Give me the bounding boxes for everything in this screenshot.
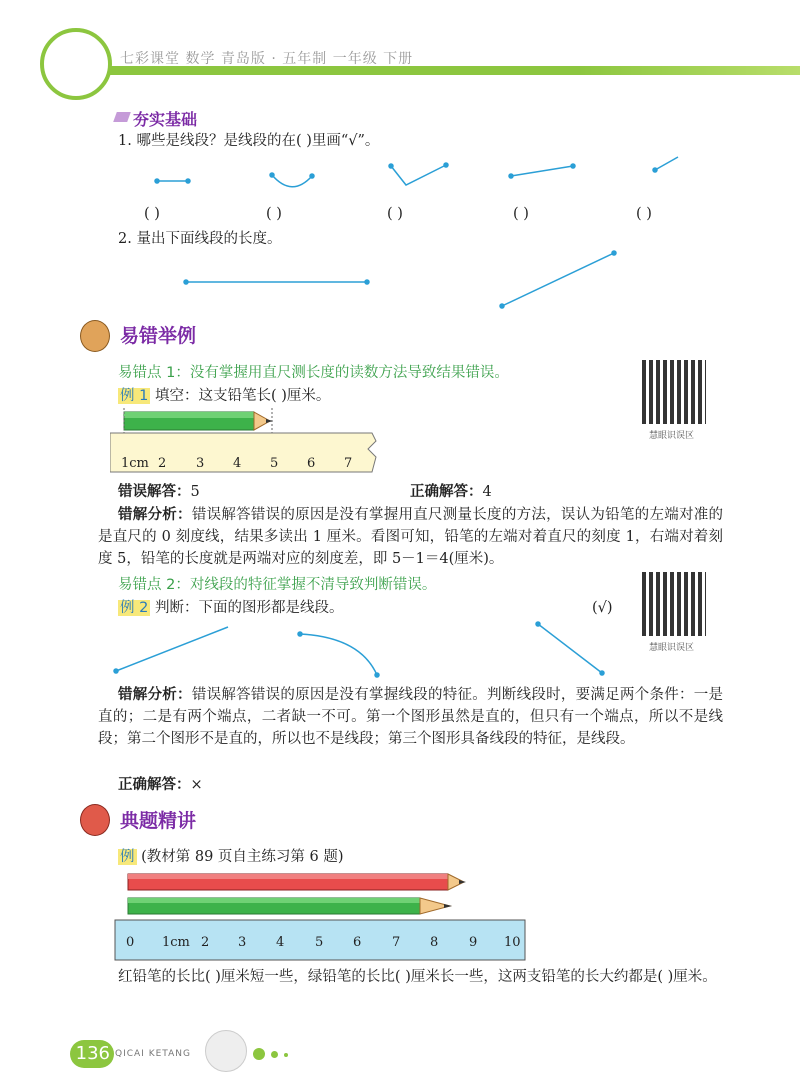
apple-mascot-icon: [80, 804, 110, 836]
ruler-1-tick: 5: [270, 456, 279, 471]
ruler-2-tick: 4: [276, 935, 285, 950]
right-answer-value: 4: [482, 484, 492, 500]
example-3: [118, 846, 344, 868]
ruler-2-tick: 7: [392, 935, 401, 950]
analysis-1-text: 错误解答错误的原因是没有掌握用直尺测量长度的方法，误认为铅笔的左端对准的是直尺的 0 刻度线，结果多读出 1 厘米。看图可知，铅笔的左端对着直尺的刻度 1，右端对着刻度 5，铅笔的长度就是两端对应的刻度差，即 5－1＝4(厘米)。: [98, 507, 723, 567]
analysis-2: [98, 684, 723, 750]
ex2-segment: [538, 624, 602, 673]
analysis-2-label: 错解分析：: [118, 687, 192, 703]
mascot-logo: [40, 28, 112, 100]
ruler-2-tick: 8: [430, 935, 439, 950]
example-2-figures: [0, 615, 800, 685]
page-number: 136: [70, 1040, 114, 1068]
footer-dot-3: [284, 1053, 288, 1057]
footer-dot-2: [271, 1051, 278, 1058]
ruler-2-tick: 6: [353, 935, 362, 950]
ruler-1-tick: 3: [196, 456, 205, 471]
wrong-answer: [118, 481, 200, 503]
paren-2: ( ): [266, 206, 282, 222]
example-2-tag: 例 2: [120, 600, 149, 616]
example-1-tag: 例 1: [120, 388, 149, 404]
fig-segment-4: [511, 166, 573, 176]
ex2-ray: [116, 627, 228, 671]
measure-segment-2: [502, 253, 614, 306]
ruler-2-tick: 9: [469, 935, 478, 950]
mistake-point-1: 易错点 1：没有掌握用直尺测长度的读数方法导致结果错误。: [118, 365, 509, 381]
footer-dot-1: [253, 1048, 265, 1060]
fig-ray-5: [655, 157, 678, 170]
ruler-2-labels: [110, 920, 530, 960]
example-3-text: (教材第 89 页自主练习第 6 题): [136, 849, 344, 865]
analysis-1: [98, 504, 723, 570]
section-title-examples: 典题精讲: [120, 810, 197, 832]
ruler-1-tick: 6: [307, 456, 316, 471]
ruler-2-tick: 2: [201, 935, 210, 950]
qr-code-1[interactable]: [642, 360, 706, 424]
section-title-mistakes: 易错举例: [120, 325, 197, 347]
footer-mascot: [205, 1030, 247, 1072]
right-answer-2-value: ×: [190, 777, 203, 793]
example-2-answer: (√): [592, 600, 613, 616]
paren-1: ( ): [144, 206, 160, 222]
ruler-2-tick: 5: [315, 935, 324, 950]
mistake-point-2: 易错点 2：对线段的特征掌握不清导致判断错误。: [118, 577, 437, 593]
right-answer-2-label: 正确解答：: [118, 777, 191, 793]
ruler-1-tick: 1cm: [121, 456, 149, 471]
analysis-1-label: 错解分析：: [118, 507, 192, 523]
question-1: 1. 哪些是线段？是线段的在( )里画“√”。: [118, 133, 380, 149]
example-3-tag: 例: [120, 849, 135, 865]
fig-curve-2: [272, 175, 312, 187]
q2-figures: [0, 240, 800, 315]
q1-figures: [0, 150, 800, 210]
eraser-icon: [113, 112, 131, 122]
paren-5: ( ): [636, 206, 652, 222]
mascot-icon: [80, 320, 110, 352]
fig-polyline-3: [391, 165, 446, 185]
example-2-text: 判断：下面的图形都是线段。: [150, 600, 344, 616]
right-answer-2: [118, 774, 203, 796]
wrong-answer-label: 错误解答：: [118, 484, 191, 500]
paren-4: ( ): [513, 206, 529, 222]
question-2: 2. 量出下面线段的长度。: [118, 231, 282, 247]
ex2-curve: [300, 634, 377, 675]
ruler-1-tick: 4: [233, 456, 242, 471]
right-answer: [410, 481, 492, 503]
paren-3: ( ): [387, 206, 403, 222]
ruler-2-tick: 0: [126, 935, 135, 950]
header-title: 七彩课堂 数学 青岛版 · 五年制 一年级 下册: [120, 51, 414, 67]
example-3-question: 红铅笔的长比( )厘米短一些，绿铅笔的长比( )厘米长一些，这两支铅笔的长大约都是( )厘米。: [118, 969, 717, 985]
ruler-2-tick: 1cm: [162, 935, 190, 950]
ruler-2-tick: 10: [504, 935, 521, 950]
right-answer-label: 正确解答：: [410, 484, 483, 500]
analysis-2-text: 错误解答错误的原因是没有掌握线段的特征。判断线段时，要满足两个条件：一是直的；二是有两个端点，二者缺一不可。第一个图形虽然是直的，但只有一个端点，所以不是线段；第二个图形不是直的，所以也不是线段；第三个图形具备线段的特征，是线段。: [98, 687, 723, 747]
ruler-1-tick: 7: [344, 456, 353, 471]
wrong-answer-value: 5: [190, 484, 200, 500]
example-1: [118, 385, 330, 407]
section-title-basic: 夯实基础: [133, 110, 198, 129]
ruler-1-tick: 2: [158, 456, 167, 471]
ruler-2-tick: 3: [238, 935, 247, 950]
ruler-1-labels: [110, 433, 370, 473]
example-1-text: 填空：这支铅笔长( )厘米。: [150, 388, 331, 404]
footer-brand: QICAI KETANG: [115, 1049, 191, 1059]
qr-caption-1: 慧眼识误区: [649, 431, 695, 441]
qr-caption-2: 慧眼识误区: [649, 643, 695, 653]
